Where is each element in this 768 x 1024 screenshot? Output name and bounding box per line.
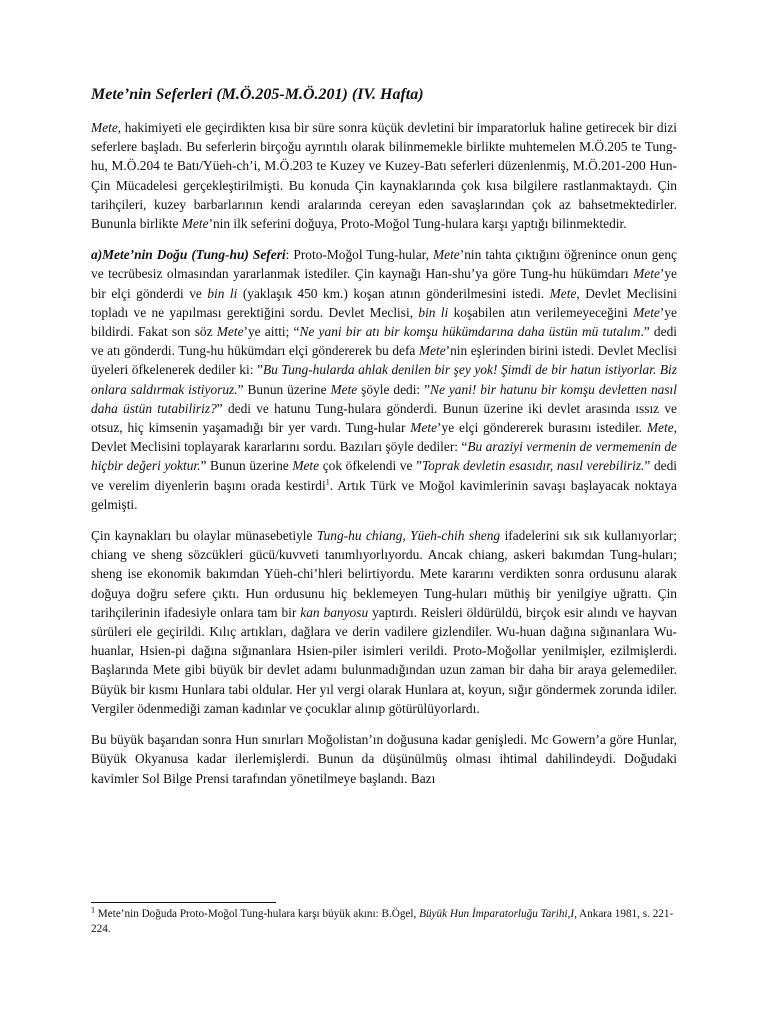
text-run: Tung-hu chiang, Yüeh-chih sheng [316,528,501,544]
text-run: Mete [633,304,660,320]
text-run: Mete [549,285,577,301]
footnote-marker: 1 [91,905,95,915]
paragraph-intro [91,118,677,233]
text-run: ’ye bir elçi gönderdi ve [91,266,677,301]
text-run: : Proto-Moğol Tung-hular, [285,247,433,263]
text-run: ’nin ilk seferini doğuya, Proto-Moğol Tung-hulara karşı yaptığı bilinmektedir. [208,216,627,232]
text-run: ifadelerini sık sık kullanıyorlar; chiang ve sheng sözcükleri gücü/kuvveti tanımlıyorlıyordu. Ancak chiang, askeri bakımdan Tung-huları; sheng ise ekonomik bakımdan Yüeh-chi’hleri belirtiyordu. Mete kararını verdikten sonra ordusunu alarak doğuya doğru sefere çıktı. Hun ordusunu hiç beklemeyen Tung-huları müthiş bir yenilgiye uğrattı. Çin tarihçilerinin ifadesiyle onlara tam bir [91,528,677,620]
text-run: bin li [418,304,449,320]
paragraph-hun-borders [91,730,677,788]
text-run: Mete [633,266,660,282]
text-run: Çin kaynakları bu olaylar münasebetiyle [91,528,317,544]
text-run: , hakimiyeti ele geçirdikten kısa bir süre sonra küçük devletini bir imparatorluk haline getirecek bir dizi seferlere başladı. Bu seferlerin birçoğu ayrıntılı olarak bilinmemekle birlikte muhtemelen M.Ö.205 te Tung-hu, M.Ö.204 te Batı/Yüeh-ch’i, M.Ö.203 te Kuzey ve Kuzey-Batı seferleri düzenlenmiş, M.Ö.201-200 Hun-Çin Mücadelesi gerçekleştirilmişti. Bu konuda Çin kaynaklarında çok kısa bilgilere rastlanmaktaydı. Çin tarihçileri, kuzey barbarlarının kendi aralarında cereyan eden savaşlarından çok az bahsetmektedirler. Bununla birlikte [91,120,677,232]
text-run: Mete’nin Doğuda Proto-Moğol Tung-hulara karşı büyük akını: B.Ögel, [95,908,420,920]
footnote-separator [91,902,276,903]
text-run: Mete [181,216,209,232]
text-run: Mete [216,324,244,340]
text-run: Mete [410,420,438,436]
footnote-marker: 1 [325,477,330,487]
document-title: Mete’nin Seferleri (M.Ö.205-M.Ö.201) (IV. Hafta) [91,86,424,103]
text-run: a)Mete’nin Doğu (Tung-hu) Seferi [91,247,286,263]
paragraph-chinese-sources [91,526,677,718]
text-run: ” dedi ve verelim diyenlerin başını orada kestirdi [91,458,678,493]
text-run: koşabilen atın verilemeyeceğini [448,304,634,320]
text-run: ’nin tahta çıktığını öğrenince onun genç ve tecrübesiz olmasından yararlanmak istediler. Çin kaynağı Han-shu’ya göre Tung-hu hükümdarı [91,247,677,282]
text-run: , Devlet Meclisini topladı ve ne yapılması gerektiğini sordu. Devlet Meclisi, [91,285,677,320]
text-run: Bu Tung-hularda ahlak denilen bir şey yok! Şimdi de bir hatun istiyorlar. Biz onlara saldırmak istiyoruz. [91,362,677,397]
text-run: Büyük Hun İmparatorluğu Tarihi,I, [419,908,577,920]
text-run: ” dedi ve hatunu Tung-hulara gönderdi. Bunun üzerine iki devlet arasında ıssız ve otsuz, hiç kimsenin yaşamadığı bir yer vardı. Tung-hular [91,400,677,436]
text-run: . Artık Türk ve Moğol kavimlerinin savaşı başlayacak noktaya gelmişti. [91,477,677,512]
text-run: yaptırdı. Reisleri öldürüldü, birçok esir alındı ve hayvan sürüleri ele geçirildi. Kılıç artıkları, dağlara ve derin vadilere gizlendiler. Wu-huan dağına sığınanlara Wu-huanlar, Hsien-pi dağına sığınanlara Hsien-piler isimleri verildi. Proto-Moğollar yenilmişler, ezilmişlerdi. Başlarında Mete gibi büyük bir devlet adamı bulunmadığından uzun zaman bir daha bir araya gelemediler. Büyük bir kısmı Hunlara tabi oldular. Her yıl vergi olarak Hunlara at, koyun, sığır göndermek zorunda idiler. Vergiler ödenmediği zaman kadınlar ve çocuklar alınıp götürülüyorlardı. [91,604,677,716]
text-run: Bu araziyi vermenin de vermemenin de hiçbir değeri yoktur. [91,439,677,474]
text-run: şöyle dedi: ” [357,381,431,397]
text-run: ” Bunun üzerine [237,381,331,397]
text-run: .” dedi ve atı gönderdi. Tung-hu hükümdarı elçi göndererek bu defa [91,324,677,359]
text-run: bin li [207,285,238,301]
text-run: ’ye aitti; “ [243,324,300,340]
text-run: Bu büyük başarıdan sonra Hun sınırları Moğolistan’ın doğusuna kadar genişledi. Mc Gowern’a göre Hunlar, Büyük Okyanusa kadar ilerlemişlerdi. Bunun da düşünülmüş olması ihtimal dahilindeydi. Doğudaki kavimler Sol Bilge Prensi tarafından yönetilmeye başlandı. Bazı [91,732,677,786]
text-run: Mete [418,343,446,359]
text-run: Ne yani! bir hatunu bir komşu devletten nasıl daha üstün tutabiliriz? [91,381,678,416]
text-run: (yaklaşık 450 km.) koşan atının gönderilmesini istedi. [237,285,550,301]
text-run: Ne yani bir atı bir komşu hükümdarına daha üstün mü tutalım [299,324,641,340]
text-run: Mete [432,247,460,263]
text-run: Mete [330,381,358,397]
footnote [91,907,677,937]
document-body [91,86,677,800]
text-run: çok öfkelendi ve ” [319,458,422,474]
text-run: ’nin eşlerinden birini istedi. Devlet Meclisi üyeleri öfkelenerek dediler ki: ” [91,343,677,378]
text-run: , Devlet Meclisini toplayarak kararlarını sordu. Bazıları şöyle dediler: “ [91,420,677,455]
text-run: ’ye elçi göndererek burasını istediler. [437,420,647,436]
text-run: Mete [292,458,320,474]
text-run: kan banyosu [300,604,369,620]
paragraph-tung-hu-campaign [91,245,677,514]
text-run: Mete [646,420,674,436]
text-run: Ankara 1981, s. 221-224. [91,908,674,935]
text-run: Mete [91,120,118,135]
text-run: Toprak devletin esasıdır, nasıl verebiliriz. [421,458,645,474]
text-run: ’ye bildirdi. Fakat son söz [91,304,677,340]
text-run: ” Bunun üzerine [200,458,293,474]
